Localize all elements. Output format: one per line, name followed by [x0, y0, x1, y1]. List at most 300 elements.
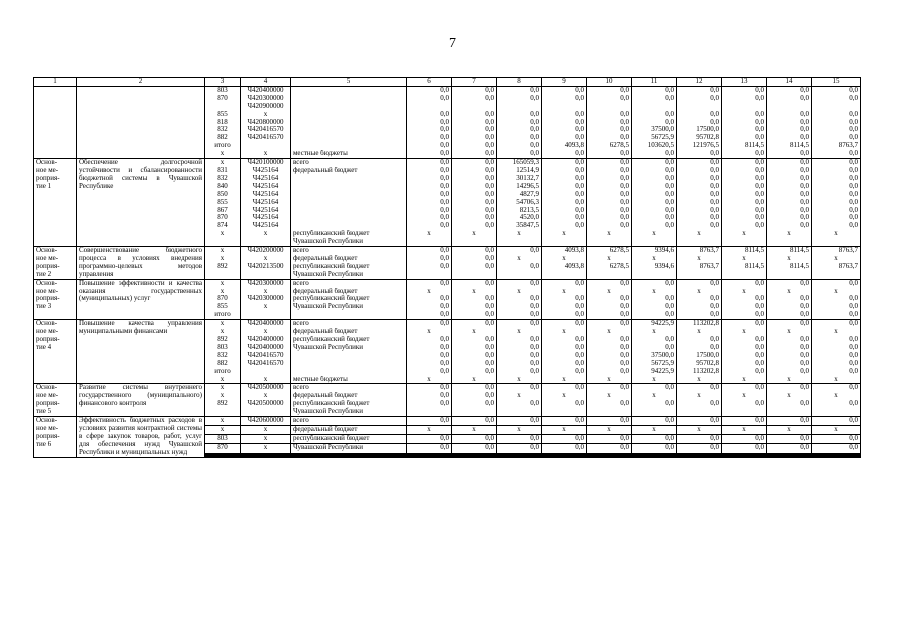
- value-cell: 0,0: [767, 344, 812, 352]
- value-cell: 0,0: [542, 214, 587, 222]
- budget-code-cell: 870: [205, 214, 241, 222]
- value-cell: 0,0: [407, 352, 452, 360]
- value-cell: 0,0: [587, 214, 632, 222]
- classification-code-cell: Ч425164: [241, 214, 291, 222]
- value-cell: 0,0: [542, 111, 587, 119]
- value-cell: 0,0: [407, 142, 452, 150]
- funding-source-cell: федеральный бюджет: [291, 392, 407, 400]
- value-cell: 0,0: [497, 134, 542, 142]
- value-cell: 0,0: [767, 222, 812, 230]
- value-cell: 0,0: [452, 167, 497, 175]
- budget-code-cell: 832: [205, 352, 241, 360]
- classification-code-cell: Ч420200000: [241, 247, 291, 255]
- value-cell: 0,0: [722, 320, 767, 328]
- value-cell: x: [677, 288, 722, 296]
- value-cell: 6278,5: [587, 247, 632, 255]
- value-cell: 0,0: [407, 111, 452, 119]
- value-cell: 0,0: [812, 303, 861, 311]
- value-cell: 0,0: [722, 279, 767, 287]
- value-cell: 56725,9: [632, 360, 677, 368]
- budget-code-cell: итого: [205, 368, 241, 376]
- value-cell: 0,0: [632, 435, 677, 444]
- value-cell: x: [587, 376, 632, 384]
- classification-code-cell: Ч420213500: [241, 263, 291, 279]
- value-cell: 0,0: [407, 384, 452, 392]
- value-cell: 8114,5: [722, 247, 767, 255]
- value-cell: 0,0: [542, 86, 587, 94]
- budget-code-cell: x: [205, 279, 241, 287]
- value-cell: 0,0: [767, 311, 812, 319]
- header-cell: 3: [205, 78, 241, 87]
- value-cell: 0,0: [767, 444, 812, 453]
- value-cell: x: [812, 426, 861, 435]
- value-cell: 0,0: [407, 255, 452, 263]
- value-cell: 0,0: [497, 303, 542, 311]
- value-cell: 8763,7: [812, 263, 861, 279]
- value-cell: 0,0: [497, 360, 542, 368]
- value-cell: 0,0: [542, 352, 587, 360]
- value-cell: 9394,6: [632, 263, 677, 279]
- value-cell: 0,0: [542, 222, 587, 230]
- value-cell: 0,0: [722, 111, 767, 119]
- classification-code-cell: Ч425164: [241, 167, 291, 175]
- value-cell: x: [722, 230, 767, 246]
- value-cell: 0,0: [407, 368, 452, 376]
- value-cell: 0,0: [542, 368, 587, 376]
- value-cell: 0,0: [542, 344, 587, 352]
- value-cell: 0,0: [632, 279, 677, 287]
- value-cell: [677, 456, 722, 457]
- value-cell: 0,0: [632, 311, 677, 319]
- classification-code-cell: Ч420400000: [241, 320, 291, 328]
- budget-code-cell: 892: [205, 336, 241, 344]
- funding-source-cell: местные бюджеты: [291, 150, 407, 158]
- classification-code-cell: Ч420500000: [241, 400, 291, 416]
- value-cell: 0,0: [407, 247, 452, 255]
- value-cell: 0,0: [632, 150, 677, 158]
- funding-source-cell: [291, 119, 407, 127]
- value-cell: 0,0: [812, 336, 861, 344]
- budget-code-cell: 870: [205, 295, 241, 303]
- value-cell: x: [497, 426, 542, 435]
- value-cell: 0,0: [677, 303, 722, 311]
- value-cell: 0,0: [452, 303, 497, 311]
- value-cell: 17500,0: [677, 126, 722, 134]
- value-cell: x: [722, 328, 767, 336]
- value-cell: x: [407, 230, 452, 246]
- value-cell: 0,0: [452, 263, 497, 279]
- value-cell: x: [722, 376, 767, 384]
- value-cell: 0,0: [587, 159, 632, 167]
- value-cell: 0,0: [767, 95, 812, 111]
- value-cell: 0,0: [497, 95, 542, 111]
- value-cell: 0,0: [812, 344, 861, 352]
- funding-source-cell: всего: [291, 279, 407, 287]
- value-cell: 8763,7: [677, 263, 722, 279]
- header-row: [34, 78, 861, 87]
- value-cell: 0,0: [812, 150, 861, 158]
- value-cell: 4093,8: [542, 142, 587, 150]
- classification-code-cell: Ч420500000: [241, 384, 291, 392]
- value-cell: 0,0: [542, 320, 587, 328]
- value-cell: [497, 456, 542, 457]
- value-cell: 0,0: [677, 417, 722, 426]
- value-cell: 0,0: [812, 444, 861, 453]
- budget-code-cell: 867: [205, 207, 241, 215]
- value-cell: x: [812, 392, 861, 400]
- funding-source-cell: республиканский бюджет: [291, 336, 407, 344]
- value-cell: 0,0: [767, 167, 812, 175]
- value-cell: 0,0: [677, 183, 722, 191]
- value-cell: 0,0: [407, 86, 452, 94]
- value-cell: 0,0: [452, 159, 497, 167]
- value-cell: 0,0: [722, 134, 767, 142]
- classification-code-cell: Ч425164: [241, 183, 291, 191]
- value-cell: 37500,0: [632, 126, 677, 134]
- page-number: 7: [449, 36, 456, 51]
- budget-code-cell: 818: [205, 119, 241, 127]
- value-cell: 0,0: [812, 311, 861, 319]
- value-cell: 0,0: [767, 150, 812, 158]
- value-cell: x: [497, 328, 542, 336]
- value-cell: 0,0: [767, 295, 812, 303]
- value-cell: 0,0: [497, 400, 542, 416]
- activity-name-cell: Основ- ное ме- роприя- тие 2: [34, 247, 77, 280]
- value-cell: 0,0: [542, 400, 587, 416]
- value-cell: 0,0: [407, 175, 452, 183]
- value-cell: 0,0: [722, 444, 767, 453]
- value-cell: 0,0: [767, 126, 812, 134]
- value-cell: 0,0: [812, 295, 861, 303]
- value-cell: 0,0: [542, 167, 587, 175]
- value-cell: 0,0: [452, 344, 497, 352]
- value-cell: 0,0: [632, 167, 677, 175]
- value-cell: 94225,9: [632, 368, 677, 376]
- value-cell: 0,0: [452, 199, 497, 207]
- value-cell: 0,0: [452, 111, 497, 119]
- funding-source-cell: [291, 199, 407, 207]
- value-cell: 0,0: [587, 417, 632, 426]
- funding-source-cell: федеральный бюджет: [291, 255, 407, 263]
- funding-source-cell: [291, 368, 407, 376]
- value-cell: 0,0: [632, 222, 677, 230]
- classification-code-cell: Ч425164: [241, 175, 291, 183]
- value-cell: 4093,8: [542, 263, 587, 279]
- budget-code-cell: x: [205, 255, 241, 263]
- value-cell: 8763,7: [812, 142, 861, 150]
- value-cell: 0,0: [452, 247, 497, 255]
- funding-source-cell: всего: [291, 320, 407, 328]
- value-cell: 0,0: [812, 222, 861, 230]
- value-cell: 0,0: [452, 191, 497, 199]
- value-cell: 0,0: [632, 199, 677, 207]
- value-cell: 0,0: [722, 183, 767, 191]
- value-cell: 0,0: [587, 303, 632, 311]
- budget-code-cell: x: [205, 320, 241, 328]
- value-cell: 0,0: [677, 167, 722, 175]
- funding-source-cell: [291, 183, 407, 191]
- classification-code-cell: [241, 456, 291, 457]
- value-cell: 0,0: [587, 191, 632, 199]
- value-cell: x: [587, 288, 632, 296]
- value-cell: x: [587, 426, 632, 435]
- value-cell: [812, 456, 861, 457]
- table-row: [34, 384, 861, 392]
- value-cell: 0,0: [722, 435, 767, 444]
- value-cell: 0,0: [677, 222, 722, 230]
- value-cell: 0,0: [722, 167, 767, 175]
- value-cell: 0,0: [452, 214, 497, 222]
- value-cell: 0,0: [587, 150, 632, 158]
- value-cell: 0,0: [452, 142, 497, 150]
- value-cell: x: [722, 288, 767, 296]
- value-cell: 0,0: [452, 134, 497, 142]
- activity-description-cell: Повышение качества управления муниципальными финансами: [77, 320, 205, 384]
- header-cell: 13: [722, 78, 767, 87]
- value-cell: x: [452, 288, 497, 296]
- classification-code-cell: Ч420416570: [241, 126, 291, 134]
- value-cell: 0,0: [632, 400, 677, 416]
- value-cell: 0,0: [542, 183, 587, 191]
- funding-source-cell: [291, 134, 407, 142]
- value-cell: 0,0: [587, 86, 632, 94]
- value-cell: 0,0: [812, 368, 861, 376]
- classification-code-cell: Ч420300000: [241, 295, 291, 303]
- classification-code-cell: Ч420300000 Ч420900000: [241, 95, 291, 111]
- value-cell: 0,0: [812, 95, 861, 111]
- classification-code-cell: x: [241, 328, 291, 336]
- value-cell: x: [767, 376, 812, 384]
- header-cell: 14: [767, 78, 812, 87]
- value-cell: x: [587, 255, 632, 263]
- value-cell: 0,0: [452, 175, 497, 183]
- value-cell: x: [767, 426, 812, 435]
- header-cell: 4: [241, 78, 291, 87]
- value-cell: 0,0: [407, 207, 452, 215]
- header-cell: 6: [407, 78, 452, 87]
- value-cell: 0,0: [407, 95, 452, 111]
- funding-source-cell: [291, 360, 407, 368]
- funding-source-cell: [291, 311, 407, 319]
- value-cell: 0,0: [632, 336, 677, 344]
- header-cell: 8: [497, 78, 542, 87]
- value-cell: 0,0: [722, 336, 767, 344]
- value-cell: 0,0: [407, 119, 452, 127]
- table-row: [34, 247, 861, 255]
- value-cell: 0,0: [767, 207, 812, 215]
- value-cell: 0,0: [587, 384, 632, 392]
- value-cell: x: [587, 392, 632, 400]
- funding-source-cell: республиканский бюджет Чувашской Республики: [291, 400, 407, 416]
- value-cell: x: [677, 426, 722, 435]
- value-cell: 0,0: [812, 435, 861, 444]
- funding-source-cell: всего: [291, 247, 407, 255]
- value-cell: 0,0: [677, 119, 722, 127]
- value-cell: 0,0: [632, 119, 677, 127]
- value-cell: 0,0: [542, 279, 587, 287]
- value-cell: 0,0: [767, 119, 812, 127]
- value-cell: 0,0: [632, 191, 677, 199]
- funding-source-cell: всего: [291, 384, 407, 392]
- value-cell: 0,0: [677, 344, 722, 352]
- budget-table: [33, 77, 861, 458]
- budget-code-cell: x: [205, 384, 241, 392]
- value-cell: x: [542, 376, 587, 384]
- value-cell: 0,0: [587, 279, 632, 287]
- value-cell: 0,0: [542, 191, 587, 199]
- value-cell: 0,0: [812, 159, 861, 167]
- value-cell: 0,0: [587, 295, 632, 303]
- classification-code-cell: x: [241, 426, 291, 435]
- value-cell: 0,0: [722, 86, 767, 94]
- value-cell: 8763,7: [677, 247, 722, 255]
- value-cell: 0,0: [767, 384, 812, 392]
- budget-code-cell: 882: [205, 360, 241, 368]
- funding-source-cell: республиканский бюджет: [291, 435, 407, 444]
- value-cell: 0,0: [407, 344, 452, 352]
- value-cell: 0,0: [722, 352, 767, 360]
- value-cell: 0,0: [587, 183, 632, 191]
- value-cell: 0,0: [407, 336, 452, 344]
- value-cell: 0,0: [587, 126, 632, 134]
- value-cell: 0,0: [497, 320, 542, 328]
- value-cell: 56725,9: [632, 134, 677, 142]
- value-cell: 0,0: [722, 119, 767, 127]
- value-cell: 0,0: [587, 207, 632, 215]
- table-row: [34, 417, 861, 426]
- value-cell: 0,0: [542, 384, 587, 392]
- value-cell: 0,0: [812, 119, 861, 127]
- value-cell: 0,0: [542, 95, 587, 111]
- classification-code-cell: x: [241, 435, 291, 444]
- value-cell: 0,0: [632, 207, 677, 215]
- value-cell: x: [632, 328, 677, 336]
- classification-code-cell: Ч420600000: [241, 417, 291, 426]
- value-cell: 0,0: [722, 417, 767, 426]
- value-cell: 0,0: [722, 384, 767, 392]
- value-cell: 8763,7: [812, 247, 861, 255]
- funding-source-cell: федеральный бюджет: [291, 288, 407, 296]
- value-cell: x: [767, 230, 812, 246]
- activity-description-cell: Повышение эффективности и качества оказания государственных (муниципальных) услуг: [77, 279, 205, 320]
- value-cell: 0,0: [767, 199, 812, 207]
- value-cell: x: [497, 230, 542, 246]
- value-cell: 0,0: [722, 159, 767, 167]
- budget-code-cell: 882: [205, 134, 241, 142]
- value-cell: 165059,3: [497, 159, 542, 167]
- value-cell: 0,0: [677, 279, 722, 287]
- classification-code-cell: Ч425164: [241, 199, 291, 207]
- value-cell: 0,0: [452, 95, 497, 111]
- budget-code-cell: 803: [205, 435, 241, 444]
- classification-code-cell: x: [241, 392, 291, 400]
- value-cell: x: [722, 255, 767, 263]
- value-cell: 0,0: [812, 400, 861, 416]
- classification-code-cell: Ч425164: [241, 191, 291, 199]
- value-cell: 0,0: [497, 142, 542, 150]
- value-cell: 0,0: [767, 336, 812, 344]
- value-cell: 0,0: [452, 360, 497, 368]
- table-body: [34, 78, 861, 458]
- value-cell: x: [632, 426, 677, 435]
- value-cell: 0,0: [677, 150, 722, 158]
- value-cell: 0,0: [497, 150, 542, 158]
- budget-code-cell: x: [205, 328, 241, 336]
- value-cell: 0,0: [677, 400, 722, 416]
- value-cell: 0,0: [767, 214, 812, 222]
- value-cell: x: [497, 392, 542, 400]
- value-cell: 0,0: [767, 352, 812, 360]
- value-cell: 0,0: [587, 336, 632, 344]
- value-cell: 0,0: [497, 295, 542, 303]
- budget-code-cell: 832: [205, 175, 241, 183]
- value-cell: 0,0: [542, 336, 587, 344]
- value-cell: 0,0: [407, 159, 452, 167]
- activity-name-cell: Основ- ное ме- роприя- тие 3: [34, 279, 77, 320]
- value-cell: 0,0: [587, 175, 632, 183]
- activity-description-cell: Эффективность бюджетных расходов в условиях развития контрактной системы в сфере закупок товаров, работ, услуг для обеспечения нужд Чувашской Республики и муниципальных нужд: [77, 417, 205, 458]
- value-cell: 0,0: [587, 95, 632, 111]
- classification-code-cell: [241, 311, 291, 319]
- value-cell: 0,0: [632, 183, 677, 191]
- value-cell: x: [452, 426, 497, 435]
- classification-code-cell: x: [241, 376, 291, 384]
- value-cell: 0,0: [542, 435, 587, 444]
- classification-code-cell: x: [241, 255, 291, 263]
- header-cell: 12: [677, 78, 722, 87]
- header-cell: 15: [812, 78, 861, 87]
- funding-source-cell: [291, 191, 407, 199]
- value-cell: 0,0: [812, 352, 861, 360]
- value-cell: x: [812, 288, 861, 296]
- value-cell: 0,0: [407, 199, 452, 207]
- value-cell: 0,0: [677, 111, 722, 119]
- value-cell: 0,0: [407, 134, 452, 142]
- value-cell: 0,0: [722, 368, 767, 376]
- value-cell: 0,0: [452, 279, 497, 287]
- value-cell: 0,0: [767, 435, 812, 444]
- funding-source-cell: [291, 126, 407, 134]
- value-cell: 0,0: [812, 320, 861, 328]
- budget-code-cell: x: [205, 417, 241, 426]
- value-cell: 0,0: [812, 207, 861, 215]
- budget-code-cell: 892: [205, 400, 241, 416]
- value-cell: 0,0: [722, 400, 767, 416]
- budget-code-cell: 892: [205, 263, 241, 279]
- value-cell: x: [767, 392, 812, 400]
- value-cell: 0,0: [767, 320, 812, 328]
- value-cell: 0,0: [812, 191, 861, 199]
- classification-code-cell: x: [241, 230, 291, 246]
- budget-code-cell: 803: [205, 344, 241, 352]
- value-cell: 0,0: [812, 384, 861, 392]
- value-cell: 0,0: [497, 417, 542, 426]
- value-cell: 0,0: [722, 311, 767, 319]
- value-cell: 0,0: [407, 417, 452, 426]
- value-cell: x: [632, 230, 677, 246]
- budget-code-cell: 855: [205, 303, 241, 311]
- value-cell: 0,0: [722, 95, 767, 111]
- value-cell: x: [812, 328, 861, 336]
- value-cell: 0,0: [542, 303, 587, 311]
- value-cell: 0,0: [497, 368, 542, 376]
- value-cell: 103620,5: [632, 142, 677, 150]
- value-cell: 0,0: [497, 86, 542, 94]
- value-cell: 0,0: [767, 279, 812, 287]
- value-cell: 0,0: [497, 126, 542, 134]
- value-cell: x: [497, 255, 542, 263]
- value-cell: 0,0: [407, 303, 452, 311]
